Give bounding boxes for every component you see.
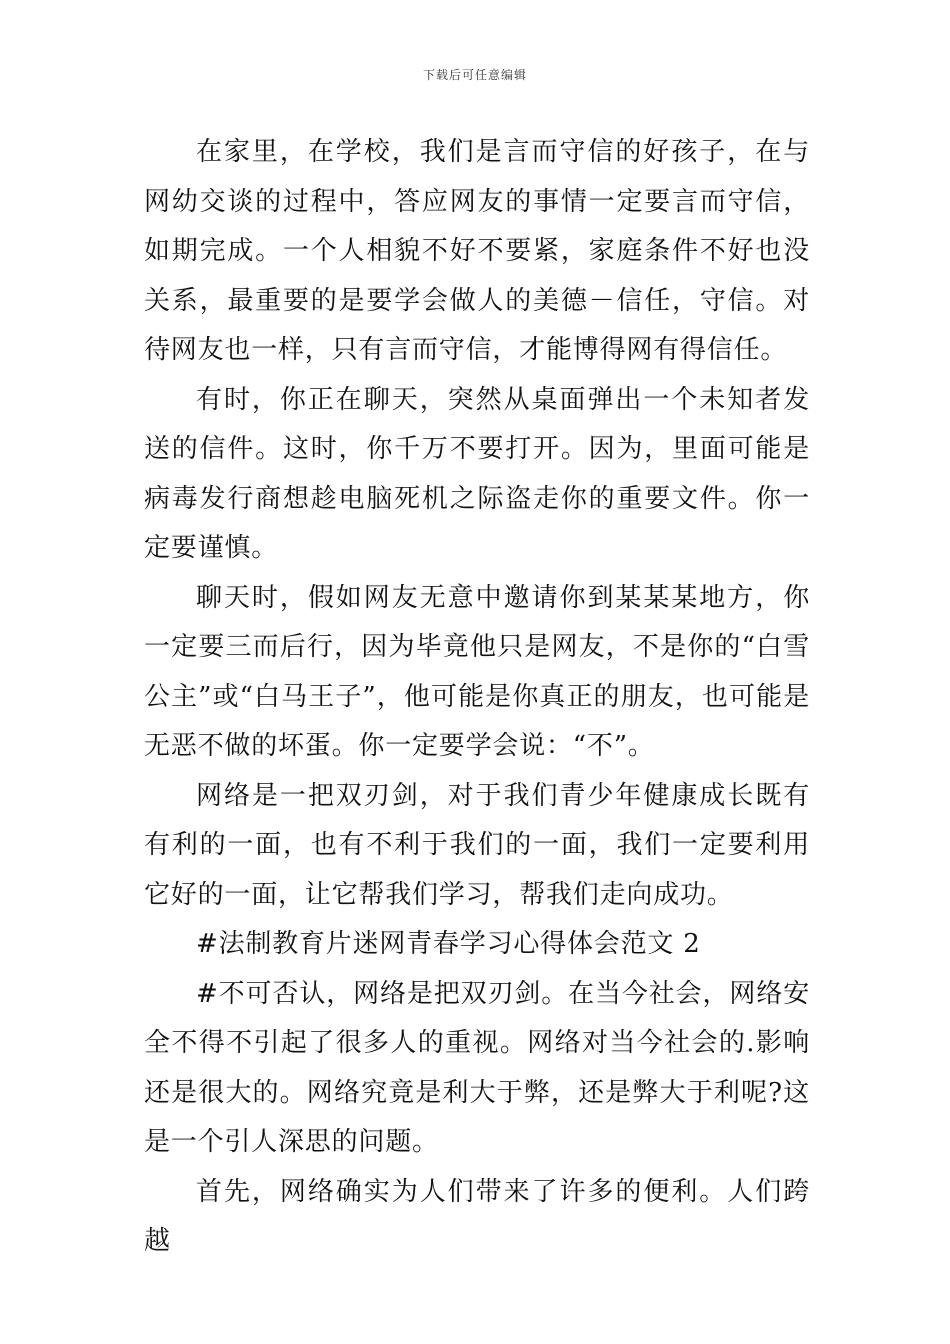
paragraph-keep-promises: 在家里，在学校，我们是言而守信的好孩子，在与网幼交谈的过程中，答应网友的事情一定要言而守信，如期完成。一个人相貌不好不要紧，家庭条件不好也没关系，最重要的是要学会做人的美德－信任，守信。对待网友也一样，只有言而守信，才能博得网有得信任。 <box>144 137 810 365</box>
paragraph-network-security: #不可否认，网络是把双刃剑。在当今社会，网络安全不得不引起了很多人的重视。网络对当今社会的.影响还是很大的。网络究竟是利大于弊，还是弊大于利呢?这是一个引人深思的问题。 <box>144 978 810 1157</box>
page-header: 下载后可任意编辑 <box>422 68 527 82</box>
paragraph-invitation: 聊天时，假如网友无意中邀请你到某某某地方，你一定要三而后行，因为毕竟他只是网友，不是你的“白雪公主”或“白马王子”，他可能是你真正的朋友，也可能是无恶不做的坏蛋。你一定要学会说：“不”。 <box>144 582 810 761</box>
paragraph-unknown-mail: 有时，你正在聊天，突然从桌面弹出一个未知者发送的信件。这时，你千万不要打开。因为，里面可能是病毒发行商想趁电脑死机之际盗走你的重要文件。你一定要谨慎。 <box>144 384 810 563</box>
paragraph-convenience: 首先，网络确实为人们带来了许多的便利。人们跨越 <box>144 1176 810 1256</box>
paragraph-double-edged: 网络是一把双刃剑，对于我们青少年健康成长既有有利的一面，也有不利于我们的一面，我们一定要利用它好的一面，让它帮我们学习，帮我们走向成功。 <box>144 780 810 910</box>
document-body <box>144 128 810 1267</box>
section-heading: #法制教育片迷网青春学习心得体会范文 2 <box>196 929 701 959</box>
